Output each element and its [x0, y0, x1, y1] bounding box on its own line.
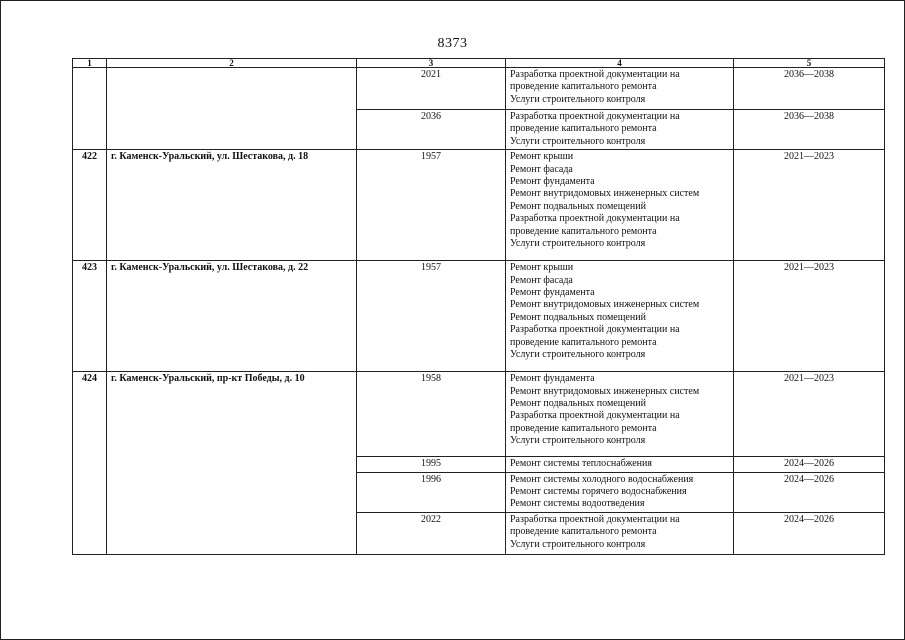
- period-cell: 2036—2038: [734, 68, 885, 110]
- work-item: Ремонт системы водоотведения: [510, 498, 645, 510]
- works-cell: [506, 472, 734, 512]
- work-item: Ремонт системы теплоснабжения: [510, 458, 652, 470]
- works-cell: [506, 110, 734, 150]
- year-cell: 1958: [357, 372, 506, 457]
- work-item: Разработка проектной документации на: [510, 513, 680, 525]
- address-cell: [107, 68, 357, 110]
- work-item: Разработка проектной документации на: [510, 111, 680, 122]
- work-item: Ремонт подвальных помещений: [510, 398, 646, 410]
- works-cell: [506, 512, 734, 554]
- year-cell: 1957: [357, 261, 506, 372]
- entry-number-cell: [73, 68, 107, 110]
- work-item: Ремонт фундамента: [510, 176, 595, 188]
- work-item: Ремонт внутридомовых инженерных систем: [510, 299, 700, 311]
- work-item: проведение капитального ремонта: [510, 81, 657, 93]
- period-cell: 2024—2026: [734, 457, 885, 472]
- work-item: Разработка проектной документации на: [510, 410, 680, 422]
- period-cell: 2021—2023: [734, 150, 885, 261]
- year-cell: 1996: [357, 472, 506, 512]
- table-row: [73, 110, 885, 150]
- period-cell: 2024—2026: [734, 472, 885, 512]
- period-cell: 2021—2023: [734, 261, 885, 372]
- work-item: проведение капитального ремонта: [510, 526, 657, 538]
- work-item: проведение капитального ремонта: [510, 123, 657, 135]
- work-item: Услуги строительного контроля: [510, 538, 646, 550]
- period-cell: 2021—2023: [734, 372, 885, 457]
- page-number: 8373: [437, 36, 468, 51]
- table-row: [73, 261, 885, 372]
- works-cell: [506, 261, 734, 372]
- entry-number-cell: 422: [73, 150, 107, 261]
- work-item: проведение капитального ремонта: [510, 422, 657, 434]
- address-cell: г. Каменск-Уральский, ул. Шестакова, д. 18: [107, 150, 357, 261]
- work-item: Ремонт системы холодного водоснабжения: [510, 473, 694, 485]
- address-cell: г. Каменск-Уральский, ул. Шестакова, д. 22: [107, 261, 357, 372]
- table-row: [73, 68, 885, 110]
- year-cell: 1957: [357, 150, 506, 261]
- work-item: Ремонт внутридомовых инженерных систем: [510, 385, 700, 397]
- work-item: Ремонт фасада: [510, 274, 573, 286]
- year-cell: 2022: [357, 512, 506, 554]
- work-item: Услуги строительного контроля: [510, 93, 646, 105]
- works-cell: [506, 68, 734, 110]
- column-number: 1: [73, 59, 107, 68]
- work-item: Услуги строительного контроля: [510, 435, 646, 447]
- works-cell: [506, 457, 734, 472]
- address-cell: [107, 110, 357, 150]
- work-item: Ремонт фасада: [510, 163, 573, 175]
- work-item: Услуги строительного контроля: [510, 349, 646, 361]
- table-row: [73, 372, 885, 457]
- column-number-row: [73, 59, 885, 68]
- year-cell: 1995: [357, 457, 506, 472]
- address-cell: г. Каменск-Уральский, пр-кт Победы, д. 10: [107, 372, 357, 555]
- work-item: проведение капитального ремонта: [510, 336, 657, 348]
- works-cell: [506, 150, 734, 261]
- column-number: 2: [107, 59, 357, 68]
- column-number: 3: [357, 59, 506, 68]
- entry-number-cell: [73, 110, 107, 150]
- work-item: Ремонт фундамента: [510, 287, 595, 299]
- column-number: 5: [734, 59, 885, 68]
- works-cell: [506, 372, 734, 457]
- work-item: Услуги строительного контроля: [510, 238, 646, 250]
- work-item: Услуги строительного контроля: [510, 135, 646, 147]
- entry-number-cell: 423: [73, 261, 107, 372]
- work-item: Ремонт подвальных помещений: [510, 311, 646, 323]
- repair-schedule-table: [72, 58, 885, 555]
- period-cell: 2036—2038: [734, 110, 885, 150]
- entry-number-cell: 424: [73, 372, 107, 555]
- work-item: Разработка проектной документации на: [510, 69, 680, 80]
- work-item: Разработка проектной документации на: [510, 213, 680, 225]
- table-row: [73, 150, 885, 261]
- work-item: Ремонт внутридомовых инженерных систем: [510, 188, 700, 200]
- column-number: 4: [506, 59, 734, 68]
- work-item: Ремонт крыши: [510, 151, 574, 163]
- work-item: Ремонт подвальных помещений: [510, 200, 646, 212]
- work-item: проведение капитального ремонта: [510, 225, 657, 237]
- work-item: Ремонт фундамента: [510, 373, 595, 385]
- year-cell: 2036: [357, 110, 506, 150]
- work-item: Ремонт системы горячего водоснабжения: [510, 486, 687, 498]
- work-item: Ремонт крыши: [510, 262, 574, 274]
- period-cell: 2024—2026: [734, 512, 885, 554]
- year-cell: 2021: [357, 68, 506, 110]
- work-item: Разработка проектной документации на: [510, 324, 680, 336]
